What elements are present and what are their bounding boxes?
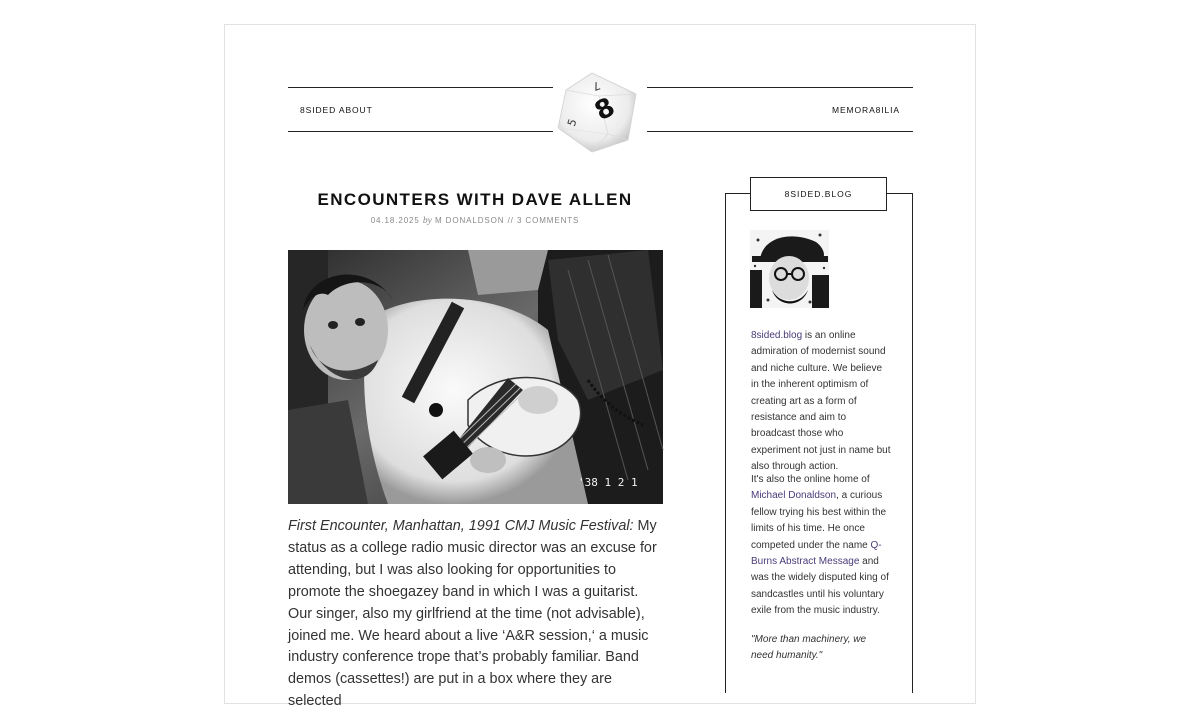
post-body-paragraph [288,516,664,713]
sidebar-about-text: is an online admiration of modernist sound and niche culture. We believe in the inherent optimism of creating art as a form of resistance and aim to broadcast those who experiment not just in name but also through action. [751,330,891,473]
post-date: 04.18.2025 [370,216,420,225]
post-body-text: My status as a college radio music director was an excuse for attending, but I was also looking for opportunities to promote the shoegazey band in which I was a guitarist. Our singer, also my girlfriend at the time (not advisable), joined me. We heard about a live ‘A&R session,‘ a music industry conference trope that’s probably familiar. Band demos (cassettes!) are put in a box where they are selected [288,518,657,710]
post-meta [288,216,662,226]
post-title[interactable]: ENCOUNTERS WITH DAVE ALLEN [317,190,633,209]
sidebar-home-text-a: It's also the online home of [751,474,870,485]
post-comments-link[interactable]: 3 COMMENTS [516,216,580,225]
header-rule-bottom-right [647,131,913,132]
header-rule-top-left [288,87,553,88]
sidebar-home-text-c: and was the widely disputed king of sandcastles until his voluntary exile from the music industry. [751,556,889,617]
post-meta-separator: // [507,216,514,225]
post-featured-photo [288,250,663,504]
header-rule-top-right [647,87,913,88]
sidebar-home-text-b: , a curious fellow trying his best within the limits of his time. He once competed under the name [751,490,887,551]
nav-link-memorabilia[interactable]: MEMORA8ILIA [832,105,900,115]
sidebar-qburns-link[interactable]: Q-Burns Abstract Message [751,539,882,568]
header-rule-bottom-left [288,131,553,132]
sidebar-8sided-link[interactable]: 8sided.blog [751,330,803,341]
sidebar-about-paragraph [751,328,891,476]
svg-text:8: 8 [589,92,620,127]
nav-link-8sided-about[interactable]: 8SIDED ABOUT [300,105,373,115]
sidebar-quote: "More than machinery, we need humanity." [751,634,867,662]
sidebar-michael-donaldson-link[interactable]: Michael Donaldson [751,490,837,502]
post-body-intro: First Encounter, Manhattan, 1991 CMJ Music Festival: [288,518,634,534]
post-author-link[interactable]: M DONALDSON [434,216,505,225]
svg-text:'38 1 2 1: '38 1 2 1 [578,476,638,489]
svg-text:7: 7 [590,78,602,94]
sidebar-home-paragraph [751,472,891,620]
post-byline-by: by [422,216,432,226]
eight-sided-die-logo-icon[interactable] [552,70,642,154]
svg-text:5: 5 [564,117,580,129]
sidebar-title: 8SIDED.BLOG [750,177,887,211]
avatar [750,230,829,308]
